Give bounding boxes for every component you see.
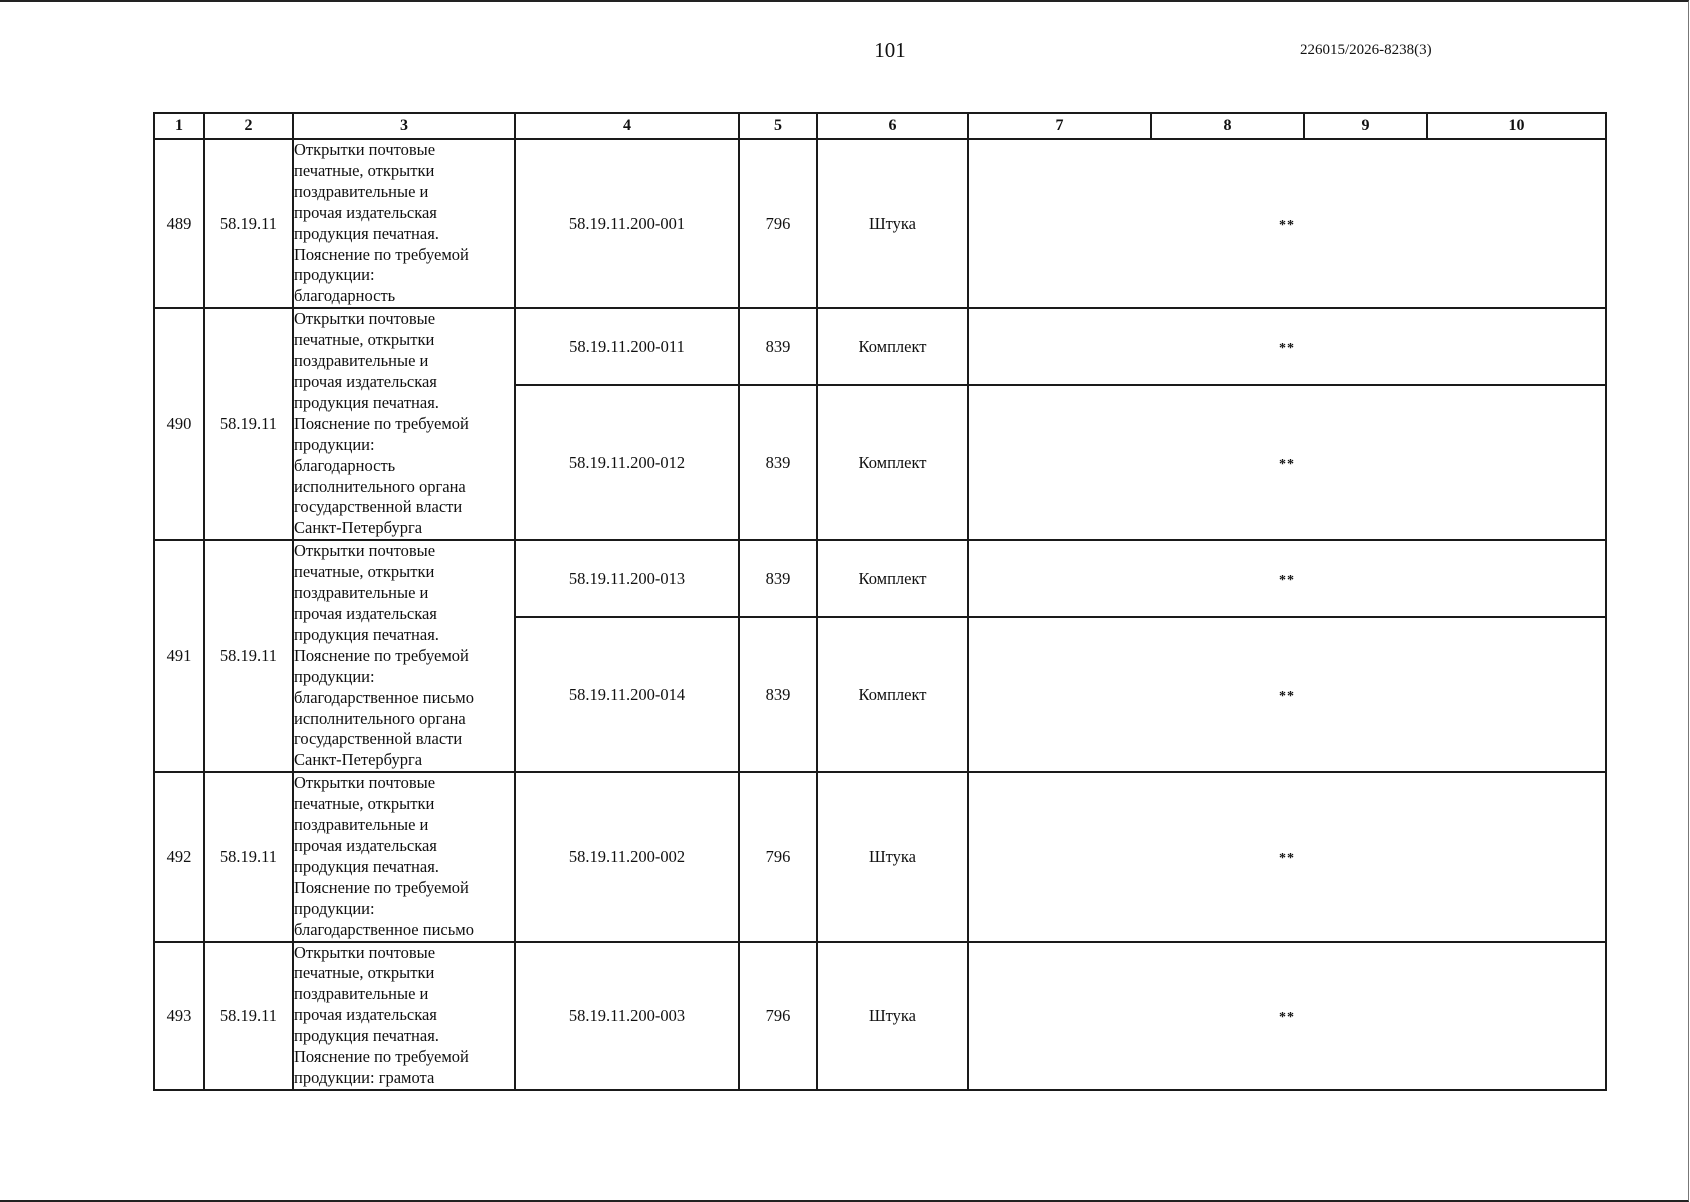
description-line: благодарственное письмо xyxy=(294,919,474,939)
merged-value-cell xyxy=(968,385,1606,540)
description-line: прочая издательская xyxy=(294,835,437,855)
description-line: поздравительные и xyxy=(294,815,429,835)
page-number: 101 xyxy=(874,38,906,62)
description-line: Пояснение по требуемой xyxy=(294,244,469,264)
description-line: продукции: грамота xyxy=(294,1067,435,1087)
description-line: прочая издательская xyxy=(294,371,437,391)
description-line: Открытки почтовые xyxy=(294,773,436,793)
description-line: Открытки почтовые xyxy=(294,140,436,159)
item-description xyxy=(293,942,515,1090)
ktru-code: 58.19.11.200-012 xyxy=(515,385,739,540)
okei-code: 839 xyxy=(739,385,817,540)
asterisk-mark: ** xyxy=(1279,456,1295,472)
description-line: продукция печатная. xyxy=(294,624,439,644)
column-header-4: 4 xyxy=(515,113,739,139)
okei-code: 796 xyxy=(739,942,817,1090)
okei-code: 839 xyxy=(739,308,817,385)
ktru-code: 58.19.11.200-013 xyxy=(515,540,739,617)
okei-code: 796 xyxy=(739,139,817,308)
description-line: продукции: xyxy=(294,898,375,918)
merged-value-cell xyxy=(968,942,1606,1090)
item-description xyxy=(293,308,515,540)
ktru-code: 58.19.11.200-003 xyxy=(515,942,739,1090)
item-description xyxy=(293,139,515,308)
column-header-3: 3 xyxy=(293,113,515,139)
description-line: Открытки почтовые xyxy=(294,541,436,561)
unit-of-measure: Комплект xyxy=(817,385,968,540)
column-header-8: 8 xyxy=(1151,113,1304,139)
okei-code: 839 xyxy=(739,540,817,617)
description-line: продукция печатная. xyxy=(294,223,439,243)
ktru-code: 58.19.11.200-011 xyxy=(515,308,739,385)
header-row xyxy=(154,113,1606,139)
merged-value-cell xyxy=(968,540,1606,617)
description-line: продукция печатная. xyxy=(294,392,439,412)
column-header-5: 5 xyxy=(739,113,817,139)
table-row xyxy=(154,308,1606,385)
description-line: государственной власти xyxy=(294,497,463,517)
description-line: Пояснение по требуемой xyxy=(294,877,469,897)
okpd-class-code: 58.19.11 xyxy=(204,772,293,941)
asterisk-mark: ** xyxy=(1279,1009,1295,1025)
description-line: продукции: xyxy=(294,434,375,454)
table-row xyxy=(154,942,1606,1090)
description-line: прочая издательская xyxy=(294,1005,437,1025)
row-number: 490 xyxy=(154,308,204,540)
column-header-10: 10 xyxy=(1427,113,1606,139)
table-row xyxy=(154,540,1606,617)
description-line: благодарность xyxy=(294,455,396,475)
asterisk-mark: ** xyxy=(1279,688,1295,704)
item-description xyxy=(293,772,515,941)
asterisk-mark: ** xyxy=(1279,572,1295,588)
table-row xyxy=(154,772,1606,941)
asterisk-mark: ** xyxy=(1279,217,1295,233)
description-line: Санкт-Петербурга xyxy=(294,750,423,770)
description-line: благодарственное письмо xyxy=(294,687,474,707)
description-line: исполнительного органа xyxy=(294,476,466,496)
ktru-code: 58.19.11.200-014 xyxy=(515,617,739,772)
merged-value-cell xyxy=(968,308,1606,385)
unit-of-measure: Штука xyxy=(817,942,968,1090)
row-number: 493 xyxy=(154,942,204,1090)
description-line: Открытки почтовые xyxy=(294,942,436,962)
okpd-class-code: 58.19.11 xyxy=(204,139,293,308)
description-line: печатные, открытки xyxy=(294,963,435,983)
column-header-1: 1 xyxy=(154,113,204,139)
unit-of-measure: Комплект xyxy=(817,617,968,772)
description-line: продукция печатная. xyxy=(294,1026,439,1046)
description-line: государственной власти xyxy=(294,729,463,749)
description-line: Санкт-Петербурга xyxy=(294,518,423,538)
row-number: 491 xyxy=(154,540,204,772)
description-line: печатные, открытки xyxy=(294,794,435,814)
okpd-class-code: 58.19.11 xyxy=(204,540,293,772)
column-header-7: 7 xyxy=(968,113,1151,139)
table-body xyxy=(154,139,1606,1090)
table-row xyxy=(154,139,1606,308)
row-number: 489 xyxy=(154,139,204,308)
column-header-6: 6 xyxy=(817,113,968,139)
okei-code: 796 xyxy=(739,772,817,941)
unit-of-measure: Комплект xyxy=(817,540,968,617)
asterisk-mark: ** xyxy=(1279,850,1295,866)
ktru-code: 58.19.11.200-002 xyxy=(515,772,739,941)
document-code: 226015/2026-8238(3) xyxy=(1300,42,1432,58)
description-line: продукция печатная. xyxy=(294,856,439,876)
description-line: благодарность xyxy=(294,286,396,306)
description-line: поздравительные и xyxy=(294,351,429,371)
description-line: поздравительные и xyxy=(294,583,429,603)
description-line: печатные, открытки xyxy=(294,330,435,350)
description-line: Пояснение по требуемой xyxy=(294,413,469,433)
description-line: продукции: xyxy=(294,666,375,686)
description-line: поздравительные и xyxy=(294,984,429,1004)
description-line: продукции: xyxy=(294,265,375,285)
item-description xyxy=(293,540,515,772)
description-line: Пояснение по требуемой xyxy=(294,1047,469,1067)
okpd-class-code: 58.19.11 xyxy=(204,942,293,1090)
description-line: прочая издательская xyxy=(294,603,437,623)
specification-table xyxy=(153,112,1607,1091)
asterisk-mark: ** xyxy=(1279,340,1295,356)
description-line: прочая издательская xyxy=(294,202,437,222)
merged-value-cell xyxy=(968,139,1606,308)
description-line: поздравительные и xyxy=(294,181,429,201)
okpd-class-code: 58.19.11 xyxy=(204,308,293,540)
description-line: исполнительного органа xyxy=(294,708,466,728)
description-line: Открытки почтовые xyxy=(294,309,436,329)
description-line: печатные, открытки xyxy=(294,160,435,180)
unit-of-measure: Штука xyxy=(817,139,968,308)
column-header-9: 9 xyxy=(1304,113,1427,139)
column-header-2: 2 xyxy=(204,113,293,139)
ktru-code: 58.19.11.200-001 xyxy=(515,139,739,308)
description-line: Пояснение по требуемой xyxy=(294,645,469,665)
okei-code: 839 xyxy=(739,617,817,772)
description-line: печатные, открытки xyxy=(294,562,435,582)
table-header xyxy=(154,113,1606,139)
row-number: 492 xyxy=(154,772,204,941)
unit-of-measure: Комплект xyxy=(817,308,968,385)
unit-of-measure: Штука xyxy=(817,772,968,941)
merged-value-cell xyxy=(968,772,1606,941)
merged-value-cell xyxy=(968,617,1606,772)
